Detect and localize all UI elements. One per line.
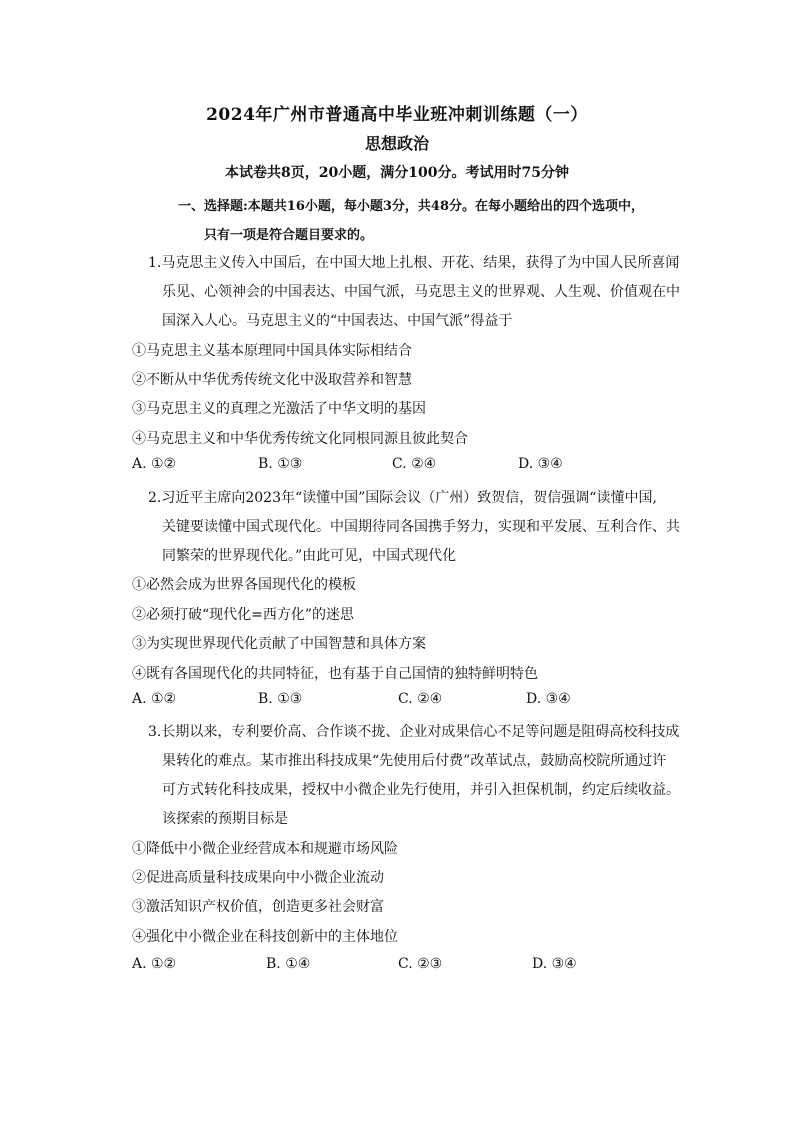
question-3-stem bbox=[148, 718, 688, 834]
question-2-stem bbox=[148, 484, 688, 571]
question-3-item-1: ①降低中小微企业经营成本和规避市场风险 bbox=[132, 841, 398, 857]
question-2-choice-d: D. ③④ bbox=[526, 691, 571, 707]
question-1-item-3: ③马克思主义的真理之光激活了中华文明的基因 bbox=[132, 401, 426, 417]
question-1-stem bbox=[148, 249, 688, 336]
stem-line: 1.马克思主义传入中国后，在中国大地上扎根、开花、结果，获得了为中国人民所喜闻 bbox=[148, 255, 680, 271]
stem-line: 同繁荣的世界现代化。”由此可见，中国式现代化 bbox=[162, 548, 457, 564]
section-line-1: 一、选择题:本题共16小题，每小题3分，共48分。在每小题给出的四个选项中， bbox=[178, 199, 645, 214]
question-2-item-2: ②必须打破“现代化=西方化”的迷思 bbox=[132, 607, 355, 623]
question-2-choice-a: A. ①② bbox=[132, 691, 177, 707]
exam-info: 本试卷共8页，20小题，满分100分。考试用时75分钟 bbox=[225, 165, 569, 181]
stem-line: 国深入人心。马克思主义的“中国表达、中国气派”得益于 bbox=[162, 313, 513, 329]
stem-line: 3.长期以来，专利要价高、合作谈不拢、企业对成果信心不足等问题是阻碍高校科技成 bbox=[148, 724, 680, 740]
question-3-choice-d: D. ③④ bbox=[532, 956, 577, 972]
question-2-item-1: ①必然会成为世界各国现代化的模板 bbox=[132, 577, 356, 593]
section-instructions bbox=[178, 192, 698, 250]
question-1-choice-c: C. ②④ bbox=[392, 456, 437, 472]
stem-line: 果转化的难点。某市推出科技成果“先使用后付费”改革试点，鼓励高校院所通过许 bbox=[162, 753, 667, 769]
question-3-item-2: ②促进高质量科技成果向中小微企业流动 bbox=[132, 870, 384, 886]
question-1-item-4: ④马克思主义和中华优秀传统文化同根同源且彼此契合 bbox=[132, 431, 468, 447]
stem-line: 可方式转化科技成果，授权中小微企业先行使用，并引入担保机制，约定后续收益。 bbox=[162, 782, 680, 798]
question-1-choice-d: D. ③④ bbox=[518, 456, 563, 472]
question-2-item-4: ④既有各国现代化的共同特征，也有基于自己国情的独特鲜明特色 bbox=[132, 666, 538, 682]
exam-title: 2024年广州市普通高中毕业班冲刺训练题（一） bbox=[206, 105, 588, 125]
stem-line: 乐见、心领神会的中国表达、中国气派，马克思主义的世界观、人生观、价值观在中 bbox=[162, 284, 680, 300]
question-3-item-4: ④强化中小微企业在科技创新中的主体地位 bbox=[132, 929, 398, 945]
stem-line: 2.习近平主席向2023年“读懂中国”国际会议（广州）致贺信，贺信强调“读懂中国, bbox=[148, 490, 657, 506]
section-line-2: 只有一项是符合题目要求的。 bbox=[204, 228, 374, 243]
question-1-item-1: ①马克思主义基本原理同中国具体实际相结合 bbox=[132, 343, 412, 359]
subject-title: 思想政治 bbox=[364, 134, 429, 153]
stem-line: 该探索的预期目标是 bbox=[162, 811, 288, 827]
stem-line: 关键要读懂中国式现代化。中国期待同各国携手努力，实现和平发展、互利合作、共 bbox=[162, 519, 680, 535]
question-2-choice-b: B. ①③ bbox=[258, 691, 303, 707]
question-3-choice-c: C. ②③ bbox=[398, 956, 443, 972]
question-3-choice-a: A. ①② bbox=[132, 956, 177, 972]
question-1-choice-a: A. ①② bbox=[132, 456, 177, 472]
question-3-choice-b: B. ①④ bbox=[266, 956, 311, 972]
question-3-item-3: ③激活知识产权价值，创造更多社会财富 bbox=[132, 899, 384, 915]
question-1-choice-b: B. ①③ bbox=[258, 456, 303, 472]
question-2-choice-c: C. ②④ bbox=[398, 691, 443, 707]
question-1-item-2: ②不断从中华优秀传统文化中汲取营养和智慧 bbox=[132, 372, 412, 388]
question-2-item-3: ③为实现世界现代化贡献了中国智慧和具体方案 bbox=[132, 636, 426, 652]
